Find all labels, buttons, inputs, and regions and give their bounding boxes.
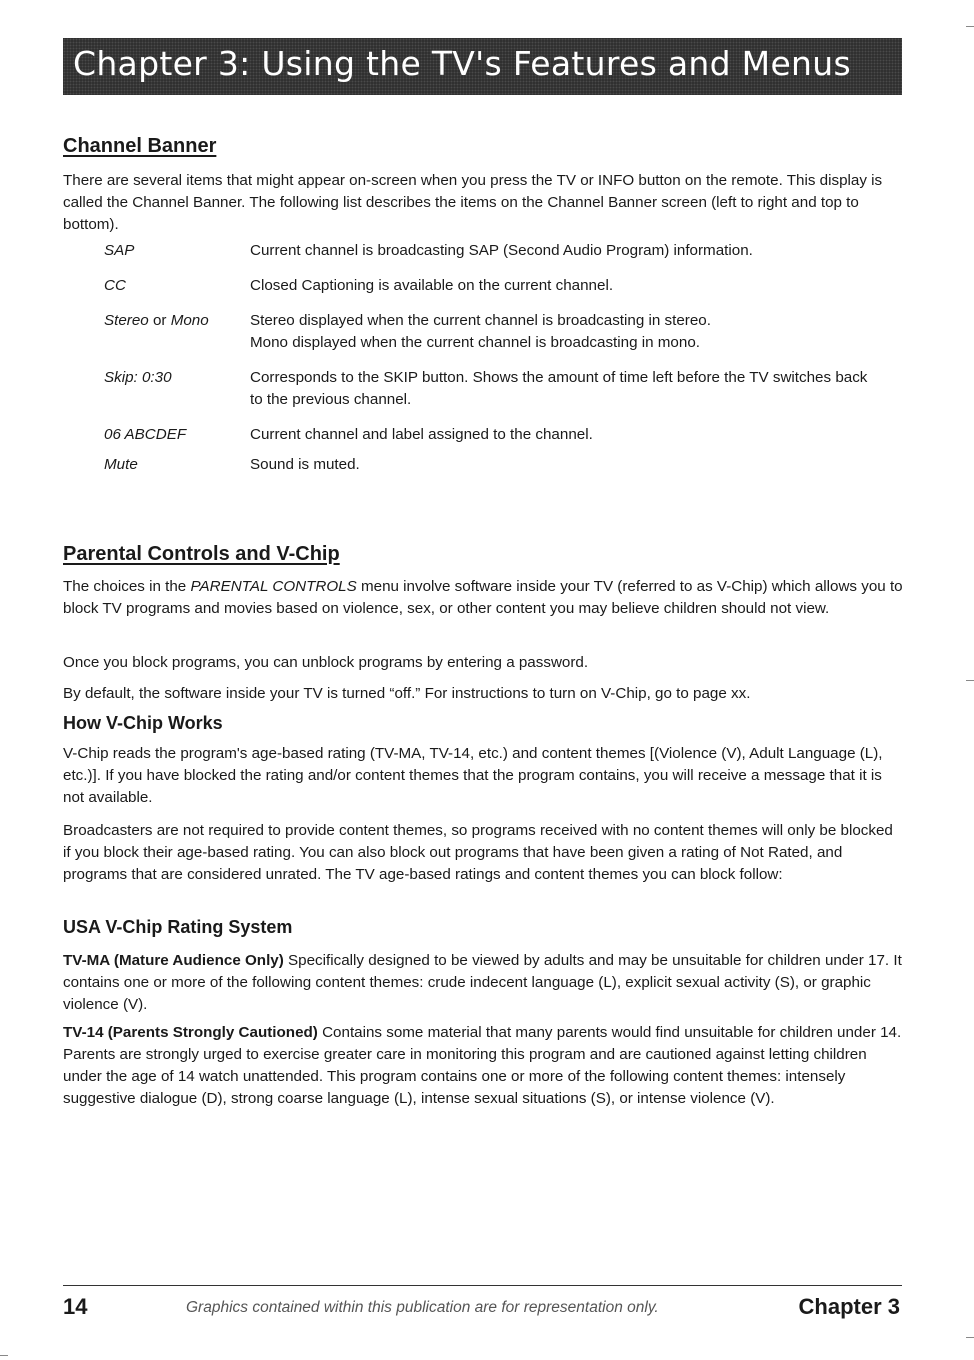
usa-rating-heading: USA V-Chip Rating System xyxy=(63,917,293,937)
margin-mark xyxy=(966,1337,974,1338)
how-vchip-paragraph-2: Broadcasters are not required to provide content themes, so programs received with no content themes will only be blocked if you block their age-based rating. You can also block out programs that have been given a rating of Not Rated, and programs that are considered unrated. The TV age-based ratings and content themes you can block follow: xyxy=(63,822,893,883)
definition-term: Mute xyxy=(104,456,138,473)
parental-controls-menu-name: PARENTAL CONTROLS xyxy=(190,578,357,595)
parental-paragraph-1: The choices in the PARENTAL CONTROLS menu involve software inside your TV (referred to as V-Chip) which allows you to block TV programs and movies based on violence, sex, or other content you may believe children should not view. xyxy=(63,578,903,617)
parental-paragraph-2: Once you block programs, you can unblock programs by entering a password. xyxy=(63,654,589,671)
channel-banner-definitions xyxy=(104,240,904,484)
definition-description: Current channel is broadcasting SAP (Second Audio Program) information. xyxy=(250,242,753,259)
tvma-label: TV-MA (Mature Audience Only) xyxy=(63,952,284,969)
definition-item xyxy=(104,310,904,367)
definition-term: 06 ABCDEF xyxy=(104,426,187,443)
definition-description: Stereo displayed when the current channel is broadcasting in stereo. Mono displayed when the current channel is broadcasting in mono. xyxy=(250,312,711,351)
definition-item xyxy=(104,454,904,484)
how-vchip-paragraph-1: V-Chip reads the program's age-based rating (TV-MA, TV-14, etc.) and content themes [(Violence (V), Adult Language (L), etc.)]. If you have blocked the rating and/or content themes that the program contains, you will receive a message that it is not available. xyxy=(63,745,883,806)
tvma-paragraph: TV-MA (Mature Audience Only) Specifically designed to be viewed by adults and may be unsuitable for children under 17. It contains one or more of the following content themes: crude indecent language (L), explicit sexual activity (S), or graphic violence (V). xyxy=(63,952,902,1013)
how-vchip-heading: How V-Chip Works xyxy=(63,713,223,733)
definition-term: CC xyxy=(104,277,126,294)
chapter-title: Chapter 3: Using the TV's Features and Menus xyxy=(73,44,851,83)
margin-mark xyxy=(966,680,974,681)
tv14-label: TV-14 (Parents Strongly Cautioned) xyxy=(63,1024,318,1041)
definition-item xyxy=(104,275,904,310)
definition-item xyxy=(104,424,904,454)
footer-chapter-label: Chapter 3 xyxy=(798,1294,900,1319)
margin-mark xyxy=(0,1355,8,1356)
channel-banner-intro: There are several items that might appear on-screen when you press the TV or INFO button on the remote. This display is called the Channel Banner. The following list describes the items on the Channel Banner screen (left to right and top to bottom). xyxy=(63,172,883,233)
definition-description: Corresponds to the SKIP button. Shows the amount of time left before the TV switches back to the previous channel. xyxy=(250,369,868,408)
channel-banner-heading: Channel Banner xyxy=(63,135,217,157)
page-number: 14 xyxy=(63,1294,88,1319)
definition-term: SAP xyxy=(104,242,135,259)
definition-description: Sound is muted. xyxy=(250,456,360,473)
tv14-paragraph: TV-14 (Parents Strongly Cautioned) Contains some material that many parents would find unsuitable for children under 14. Parents are strongly urged to exercise greater care in monitoring this program and are cautioned against letting children under the age of 14 watch unattended. This program contains one or more of the following content themes: intensely suggestive dialogue (D), strong coarse language (L), intense sexual situations (S), or intense violence (V). xyxy=(63,1024,902,1107)
definition-item xyxy=(104,367,904,424)
definition-description: Closed Captioning is available on the current channel. xyxy=(250,277,614,294)
chapter-header-bar xyxy=(63,38,902,95)
definition-description: Current channel and label assigned to the channel. xyxy=(250,426,593,443)
definition-item xyxy=(104,240,904,275)
definition-term: Stereo or Mono xyxy=(104,312,209,329)
parental-controls-heading: Parental Controls and V-Chip xyxy=(63,543,340,565)
footer-rule xyxy=(63,1285,902,1286)
definition-term: Skip: 0:30 xyxy=(104,369,172,386)
margin-mark xyxy=(966,26,974,27)
parental-paragraph-3: By default, the software inside your TV is turned “off.” For instructions to turn on V-Chip, go to page xx. xyxy=(63,685,751,702)
footer-disclaimer: Graphics contained within this publication are for representation only. xyxy=(186,1299,659,1316)
